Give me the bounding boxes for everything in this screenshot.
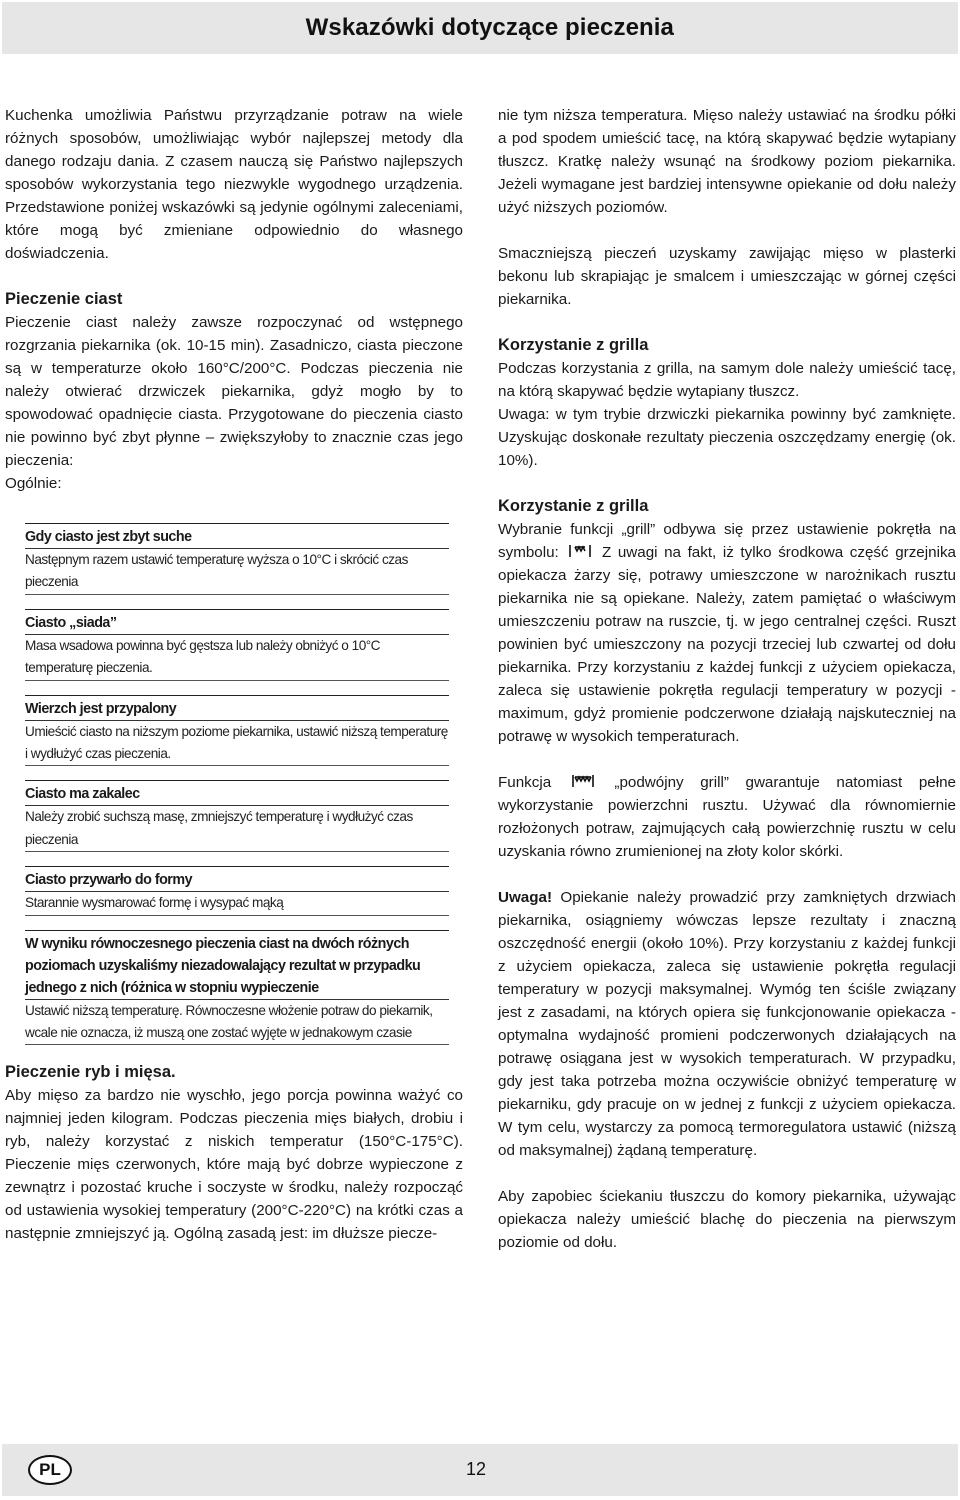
tip-text: Należy zrobić suchszą masę, zmniejszyć temperaturę i wydłużyć czas pieczenia: [25, 806, 449, 852]
grill-heading-1: Korzystanie z grilla: [498, 336, 649, 354]
tip-title: W wyniku równoczesnego pieczenia ciast na dwóch różnych poziomach uzyskaliśmy niezadowalający rezultat w przypadku jednego z nich (różnica w stopniu wypieczenie: [25, 933, 449, 1000]
left-column: [5, 104, 463, 1245]
grill-paragraph-2: [498, 518, 956, 748]
page-number: 12: [466, 1459, 487, 1479]
fish-meat-continued: nie tym niższa temperatura. Mięso należy ustawiać na środku półki a pod spodem umieścić tacę, na którą skapywać będzie wytapiany tłuszcz. Kratkę należy wsunąć na środkowy poziom piekarnika. Jeżeli wymagane jest bardziej intensywne opiekanie od dołu należy użyć niższych poziomów.: [498, 107, 956, 216]
tip-text: Ustawić niższą temperaturę. Równoczesne włożenie potraw do piekarnik, wcale nie oznacza, iż muszą one zostać wyjęte w jednakowym czasie: [25, 1000, 449, 1046]
grill-paragraph-1: Podczas korzystania z grilla, na samym dole należy umieścić tacę, na którą skapywać będzie wytapiany tłuszcz.: [498, 360, 956, 400]
tip-text: Starannie wysmarować formę i wysypać mąką: [25, 892, 449, 915]
language-badge: PL: [28, 1455, 72, 1485]
double-grill-icon: [571, 774, 595, 788]
double-grill-text-before-icon: Funkcja: [498, 774, 552, 791]
warning-text: Opiekanie należy prowadzić przy zamkniętych drzwiach piekarnika, osiągniemy wówczas lepsze rezultaty i znaczną oszczędność energii (około 10%). Przy korzystaniu z każdej funkcji z użyciem opiekacza, zaleca się ustawienie pokrętła regulacji temperatury w pozycji maksymalnej. Wymóg ten ściśle związany jest z zasadami, na których opiera się funkcjonowanie opiekacza - optymalna wydajność promieni podczerwonych działających na potrawę osiągana jest w wysokich temperaturach. W przypadku, gdy jest taka potrzeba można oczywiście obniżyć temperaturę w piekarniku, gdy pracuje on w jednej z funkcji z użyciem opiekacza. W tym celu, wystarczy za pomocą termoregulatora ustawić (niższą od maksymalnej) żądaną temperaturę.: [498, 889, 956, 1159]
grill-text-before-icon: Wybranie funkcji „grill” odbywa się przez ustawienie pokrętła na symbolu:: [498, 521, 956, 561]
bacon-paragraph: Smaczniejszą pieczeń uzyskamy zawijając mięso w plasterki bekonu lub skrapiając je smalcem i umieszczając w górnej części piekarnika.: [498, 245, 956, 308]
tip-item: [25, 866, 449, 915]
grill-note-paragraph: Uwaga: w tym trybie drzwiczki piekarnika powinny być zamknięte. Uzyskując doskonałe rezultaty pieczenia oszczędzamy energię (ok. 10%).: [498, 406, 956, 469]
double-grill-paragraph: [498, 771, 956, 863]
tip-item: [25, 780, 449, 852]
tip-text: Masa wsadowa powinna być gęstsza lub należy obniżyć o 10°C temperaturę pieczenia.: [25, 635, 449, 681]
grill-icon: [568, 544, 592, 558]
baking-tips-table: [25, 523, 449, 1045]
cakes-heading: Pieczenie ciast: [5, 290, 123, 308]
cakes-general-label: Ogólnie:: [5, 475, 62, 492]
intro-paragraph: Kuchenka umożliwia Państwu przyrządzanie potraw na wiele różnych sposobów, umożliwiając wybór najlepszej metody dla danego rodzaju dania. Z czasem nauczą się Państwo najlepszych sposobów wykorzystania tego niezwykle wygodnego urządzenia. Przedstawione poniżej wskazówki są jedynie ogólnymi zaleceniami, które mogą być zmieniane odpowiednio do własnego doświadczenia.: [5, 107, 463, 262]
page-title: Wskazówki dotyczące pieczenia: [305, 14, 674, 41]
grill-heading-2: Korzystanie z grilla: [498, 497, 649, 515]
fish-meat-paragraph: Aby mięso za bardzo nie wyschło, jego porcja powinna ważyć co najmniej jeden kilogram. Podczas pieczenia mięs białych, drobiu i ryb, należy korzystać z niskich temperatur (150°C-175°C). Pieczenie mięs czerwonych, które mają być dobrze wypieczone z zewnątrz i pozostać kruche i soczyste w środku, należy rozpocząć od ustawienia wysokiej temperatury (200°C-220°C) na krótki czas a następnie zmniejszyć ją. Ogólną zasadą jest: im dłuższe piecze-: [5, 1087, 463, 1243]
tip-title: Ciasto przywarło do formy: [25, 869, 449, 892]
tip-text: Umieścić ciasto na niższym poziome piekarnika, ustawić niższą temperaturę i wydłużyć czas pieczenia.: [25, 721, 449, 767]
tip-item: [25, 930, 449, 1046]
tip-title: Ciasto „siada”: [25, 612, 449, 635]
cakes-paragraph: Pieczenie ciast należy zawsze rozpoczynać od wstępnego rozgrzania piekarnika (ok. 10-15 min). Zasadniczo, ciasta pieczone są w temperaturze około 160°C/200°C. Podczas pieczenia nie należy otwierać drzwiczek piekarnika, gdyż mogło by to spowodować opadnięcie ciasta. Przygotowane do pieczenia ciasto nie powinno być zbyt płynne – zwiększyłoby to znacznie czas jego pieczenia:: [5, 314, 463, 469]
tip-item: [25, 609, 449, 681]
tip-text: Następnym razem ustawić temperaturę wyższa o 10°C i skrócić czas pieczenia: [25, 549, 449, 595]
tip-title: Ciasto ma zakalec: [25, 783, 449, 806]
warning-paragraph: [498, 886, 956, 1162]
tip-title: Wierzch jest przypalony: [25, 698, 449, 721]
warning-lead: Uwaga!: [498, 889, 553, 906]
header-band: [2, 2, 958, 54]
tip-title: Gdy ciasto jest zbyt suche: [25, 526, 449, 549]
fish-meat-heading: Pieczenie ryb i mięsa.: [5, 1063, 176, 1082]
tip-item: [25, 523, 449, 595]
double-grill-text-after-icon: „podwójny grill” gwarantuje natomiast pełne wykorzystanie powierzchni rusztu. Używać dla równomiernie rozłożonych potraw, zajmujących całą powierzchnię rusztu w celu uzyskania równo zrumienionej na złoty kolor skórki.: [498, 774, 956, 860]
fat-drip-paragraph: Aby zapobiec ściekaniu tłuszczu do komory piekarnika, używając opiekacza należy umieścić blachę do pieczenia na pierwszym poziomie od dołu.: [498, 1188, 956, 1251]
grill-text-after-icon: Z uwagi na fakt, iż tylko środkowa część grzejnika opiekacza żarzy się, potrawy umieszczone w narożnikach rusztu piekarnika nie są opiekane. Należy, zatem pamiętać o właściwym umieszczeniu potraw na ruszcie, tj. w jego centralnej części. Ruszt powinien być umieszczony na pozycji trzeciej lub czwartej od dołu piekarnika. Przy korzystaniu z każdej funkcji z użyciem opiekacza, zaleca się ustawienie pokrętła regulacji temperatury w pozycji - maximum, gdyż promienie podczerwone działają najskuteczniej na potrawę w wysokich temperaturach.: [498, 544, 956, 745]
right-column: [498, 104, 956, 1254]
tip-item: [25, 695, 449, 767]
